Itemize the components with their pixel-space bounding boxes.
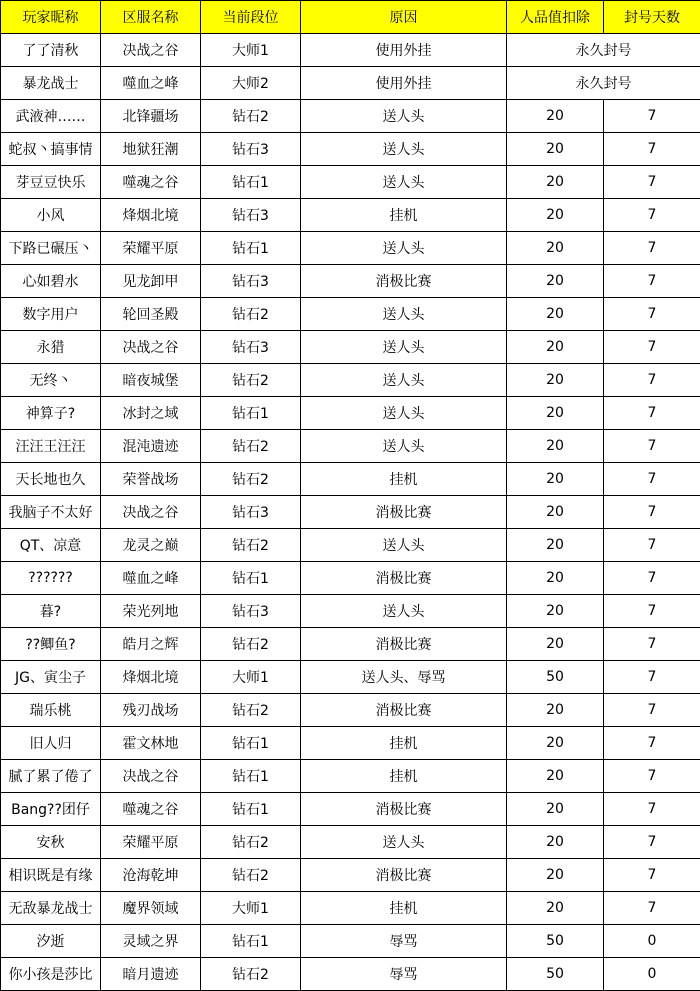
cell-rank: 大师2 (201, 67, 301, 100)
cell-reason: 使用外挂 (301, 67, 507, 100)
cell-nickname: 蛇叔丶搞事情 (1, 133, 101, 166)
cell-nickname: 芽豆豆快乐 (1, 166, 101, 199)
cell-reason: 消极比赛 (301, 496, 507, 529)
cell-nickname: QT、凉意 (1, 529, 101, 562)
table-row (1, 100, 700, 133)
cell-server: 魔界领域 (101, 892, 201, 925)
table-row (1, 892, 700, 925)
cell-nickname: JG、寅尘子 (1, 661, 101, 694)
cell-deduction: 20 (507, 331, 604, 364)
table-row (1, 595, 700, 628)
cell-server: 荣耀平原 (101, 232, 201, 265)
cell-nickname: 腻了累了倦了 (1, 760, 101, 793)
cell-ban-days: 7 (604, 430, 700, 463)
cell-deduction: 50 (507, 661, 604, 694)
cell-deduction: 20 (507, 496, 604, 529)
cell-reason: 挂机 (301, 760, 507, 793)
cell-reason: 消极比赛 (301, 265, 507, 298)
cell-penalty-merged: 永久封号 (507, 67, 700, 100)
cell-reason: 送人头 (301, 397, 507, 430)
table-row (1, 859, 700, 892)
cell-reason: 送人头 (301, 298, 507, 331)
cell-rank: 钻石1 (201, 727, 301, 760)
cell-nickname: 了了清秋 (1, 34, 101, 67)
cell-deduction: 20 (507, 199, 604, 232)
cell-ban-days: 7 (604, 628, 700, 661)
cell-deduction: 20 (507, 529, 604, 562)
cell-rank: 钻石2 (201, 628, 301, 661)
table-row (1, 364, 700, 397)
cell-nickname: Bang??团仔 (1, 793, 101, 826)
cell-nickname: 无终丶 (1, 364, 101, 397)
cell-nickname: 汪汪王汪汪 (1, 430, 101, 463)
cell-ban-days: 7 (604, 364, 700, 397)
cell-nickname: ??鲫鱼? (1, 628, 101, 661)
cell-server: 地狱狂潮 (101, 133, 201, 166)
table-row (1, 661, 700, 694)
cell-reason: 挂机 (301, 463, 507, 496)
cell-ban-days: 7 (604, 496, 700, 529)
table-row (1, 232, 700, 265)
cell-deduction: 20 (507, 595, 604, 628)
table-row (1, 463, 700, 496)
cell-reason: 送人头 (301, 430, 507, 463)
table-row (1, 298, 700, 331)
cell-rank: 钻石2 (201, 430, 301, 463)
cell-ban-days: 7 (604, 826, 700, 859)
table-row (1, 529, 700, 562)
cell-server: 霍文林地 (101, 727, 201, 760)
cell-nickname: 无敌暴龙战士 (1, 892, 101, 925)
cell-rank: 钻石1 (201, 166, 301, 199)
table-row (1, 199, 700, 232)
cell-nickname: 旧人归 (1, 727, 101, 760)
cell-nickname: 神算子? (1, 397, 101, 430)
cell-ban-days: 7 (604, 694, 700, 727)
cell-ban-days: 7 (604, 727, 700, 760)
table-row (1, 826, 700, 859)
cell-rank: 钻石3 (201, 496, 301, 529)
cell-rank: 大师1 (201, 34, 301, 67)
table-body (1, 34, 700, 991)
cell-deduction: 20 (507, 364, 604, 397)
cell-server: 见龙卸甲 (101, 265, 201, 298)
cell-server: 荣誉战场 (101, 463, 201, 496)
cell-server: 噬血之峰 (101, 67, 201, 100)
cell-deduction: 20 (507, 859, 604, 892)
cell-deduction: 20 (507, 694, 604, 727)
table-row (1, 727, 700, 760)
table-row (1, 694, 700, 727)
cell-server: 轮回圣殿 (101, 298, 201, 331)
cell-server: 荣耀平原 (101, 826, 201, 859)
cell-nickname: 暮? (1, 595, 101, 628)
cell-reason: 消极比赛 (301, 793, 507, 826)
cell-ban-days: 0 (604, 925, 700, 958)
col-header-deduction: 人品值扣除 (507, 1, 604, 34)
table-row (1, 958, 700, 991)
cell-nickname: 相识既是有缘 (1, 859, 101, 892)
cell-deduction: 20 (507, 166, 604, 199)
cell-rank: 钻石1 (201, 562, 301, 595)
cell-reason: 送人头 (301, 331, 507, 364)
cell-ban-days: 7 (604, 166, 700, 199)
cell-reason: 挂机 (301, 199, 507, 232)
cell-reason: 送人头 (301, 232, 507, 265)
cell-deduction: 20 (507, 562, 604, 595)
cell-ban-days: 7 (604, 661, 700, 694)
cell-ban-days: 7 (604, 793, 700, 826)
cell-server: 北锋疆场 (101, 100, 201, 133)
table-row (1, 925, 700, 958)
cell-ban-days: 7 (604, 133, 700, 166)
cell-ban-days: 0 (604, 958, 700, 991)
cell-nickname: 下路已碾压丶 (1, 232, 101, 265)
cell-reason: 送人头 (301, 595, 507, 628)
cell-deduction: 20 (507, 727, 604, 760)
cell-rank: 钻石3 (201, 133, 301, 166)
cell-rank: 钻石3 (201, 265, 301, 298)
cell-rank: 钻石1 (201, 793, 301, 826)
cell-server: 冰封之域 (101, 397, 201, 430)
cell-ban-days: 7 (604, 595, 700, 628)
cell-rank: 大师1 (201, 892, 301, 925)
cell-rank: 钻石2 (201, 529, 301, 562)
cell-server: 决战之谷 (101, 34, 201, 67)
cell-reason: 使用外挂 (301, 34, 507, 67)
cell-nickname: 瑞乐桃 (1, 694, 101, 727)
cell-server: 决战之谷 (101, 496, 201, 529)
cell-rank: 钻石2 (201, 463, 301, 496)
cell-nickname: 永猎 (1, 331, 101, 364)
cell-server: 烽烟北境 (101, 661, 201, 694)
cell-ban-days: 7 (604, 397, 700, 430)
cell-ban-days: 7 (604, 562, 700, 595)
cell-reason: 送人头 (301, 364, 507, 397)
cell-rank: 钻石2 (201, 364, 301, 397)
cell-server: 烽烟北境 (101, 199, 201, 232)
table-row (1, 67, 700, 100)
cell-server: 龙灵之巅 (101, 529, 201, 562)
cell-deduction: 20 (507, 628, 604, 661)
cell-deduction: 20 (507, 298, 604, 331)
cell-rank: 钻石2 (201, 100, 301, 133)
cell-reason: 送人头 (301, 826, 507, 859)
col-header-server: 区服名称 (101, 1, 201, 34)
cell-ban-days: 7 (604, 232, 700, 265)
cell-ban-days: 7 (604, 331, 700, 364)
cell-rank: 钻石3 (201, 595, 301, 628)
cell-deduction: 20 (507, 793, 604, 826)
cell-nickname: 数字用户 (1, 298, 101, 331)
cell-deduction: 20 (507, 397, 604, 430)
cell-rank: 钻石3 (201, 331, 301, 364)
cell-ban-days: 7 (604, 859, 700, 892)
cell-ban-days: 7 (604, 892, 700, 925)
cell-nickname: 暴龙战士 (1, 67, 101, 100)
cell-ban-days: 7 (604, 199, 700, 232)
cell-ban-days: 7 (604, 265, 700, 298)
cell-reason: 挂机 (301, 727, 507, 760)
cell-ban-days: 7 (604, 100, 700, 133)
cell-server: 荣光列地 (101, 595, 201, 628)
cell-reason: 辱骂 (301, 958, 507, 991)
cell-rank: 大师1 (201, 661, 301, 694)
cell-deduction: 20 (507, 100, 604, 133)
cell-rank: 钻石2 (201, 859, 301, 892)
cell-deduction: 50 (507, 958, 604, 991)
cell-server: 决战之谷 (101, 760, 201, 793)
table-row (1, 166, 700, 199)
table-row (1, 430, 700, 463)
cell-rank: 钻石1 (201, 925, 301, 958)
table-row (1, 562, 700, 595)
cell-server: 灵域之界 (101, 925, 201, 958)
cell-server: 噬血之峰 (101, 562, 201, 595)
cell-deduction: 20 (507, 892, 604, 925)
cell-rank: 钻石1 (201, 397, 301, 430)
cell-reason: 送人头、辱骂 (301, 661, 507, 694)
cell-server: 暗月遗迹 (101, 958, 201, 991)
cell-penalty-merged: 永久封号 (507, 34, 700, 67)
cell-ban-days: 7 (604, 298, 700, 331)
cell-deduction: 20 (507, 826, 604, 859)
cell-reason: 送人头 (301, 529, 507, 562)
cell-deduction: 20 (507, 430, 604, 463)
cell-nickname: 安秋 (1, 826, 101, 859)
cell-ban-days: 7 (604, 463, 700, 496)
cell-ban-days: 7 (604, 529, 700, 562)
table-row (1, 496, 700, 529)
col-header-rank: 当前段位 (201, 1, 301, 34)
cell-reason: 送人头 (301, 100, 507, 133)
cell-rank: 钻石2 (201, 826, 301, 859)
table-row (1, 760, 700, 793)
cell-reason: 辱骂 (301, 925, 507, 958)
cell-server: 决战之谷 (101, 331, 201, 364)
cell-nickname: 武液神…… (1, 100, 101, 133)
cell-server: 暗夜城堡 (101, 364, 201, 397)
col-header-ban-days: 封号天数 (604, 1, 700, 34)
cell-nickname: 小风 (1, 199, 101, 232)
cell-reason: 消极比赛 (301, 562, 507, 595)
cell-deduction: 20 (507, 463, 604, 496)
cell-nickname: 汐逝 (1, 925, 101, 958)
table-row (1, 793, 700, 826)
cell-deduction: 20 (507, 232, 604, 265)
table-row (1, 34, 700, 67)
cell-rank: 钻石1 (201, 232, 301, 265)
cell-server: 噬魂之谷 (101, 793, 201, 826)
table-row (1, 628, 700, 661)
cell-rank: 钻石2 (201, 694, 301, 727)
cell-nickname: 你小孩是莎比 (1, 958, 101, 991)
table-row (1, 133, 700, 166)
col-header-reason: 原因 (301, 1, 507, 34)
cell-reason: 消极比赛 (301, 694, 507, 727)
cell-ban-days: 7 (604, 760, 700, 793)
cell-nickname: 我脑子不太好 (1, 496, 101, 529)
header-row (1, 1, 700, 34)
cell-server: 皓月之辉 (101, 628, 201, 661)
cell-rank: 钻石2 (201, 958, 301, 991)
cell-reason: 送人头 (301, 166, 507, 199)
cell-reason: 挂机 (301, 892, 507, 925)
cell-deduction: 20 (507, 133, 604, 166)
cell-rank: 钻石1 (201, 760, 301, 793)
cell-reason: 消极比赛 (301, 859, 507, 892)
cell-server: 沧海乾坤 (101, 859, 201, 892)
cell-nickname: ?????? (1, 562, 101, 595)
table-row (1, 331, 700, 364)
cell-deduction: 20 (507, 265, 604, 298)
cell-nickname: 天长地也久 (1, 463, 101, 496)
cell-reason: 消极比赛 (301, 628, 507, 661)
cell-deduction: 20 (507, 760, 604, 793)
cell-server: 残刃战场 (101, 694, 201, 727)
table-row (1, 265, 700, 298)
cell-deduction: 50 (507, 925, 604, 958)
cell-rank: 钻石2 (201, 298, 301, 331)
col-header-nickname: 玩家昵称 (1, 1, 101, 34)
cell-rank: 钻石3 (201, 199, 301, 232)
cell-server: 混沌遗迹 (101, 430, 201, 463)
cell-nickname: 心如碧水 (1, 265, 101, 298)
cell-server: 噬魂之谷 (101, 166, 201, 199)
cell-reason: 送人头 (301, 133, 507, 166)
table-row (1, 397, 700, 430)
